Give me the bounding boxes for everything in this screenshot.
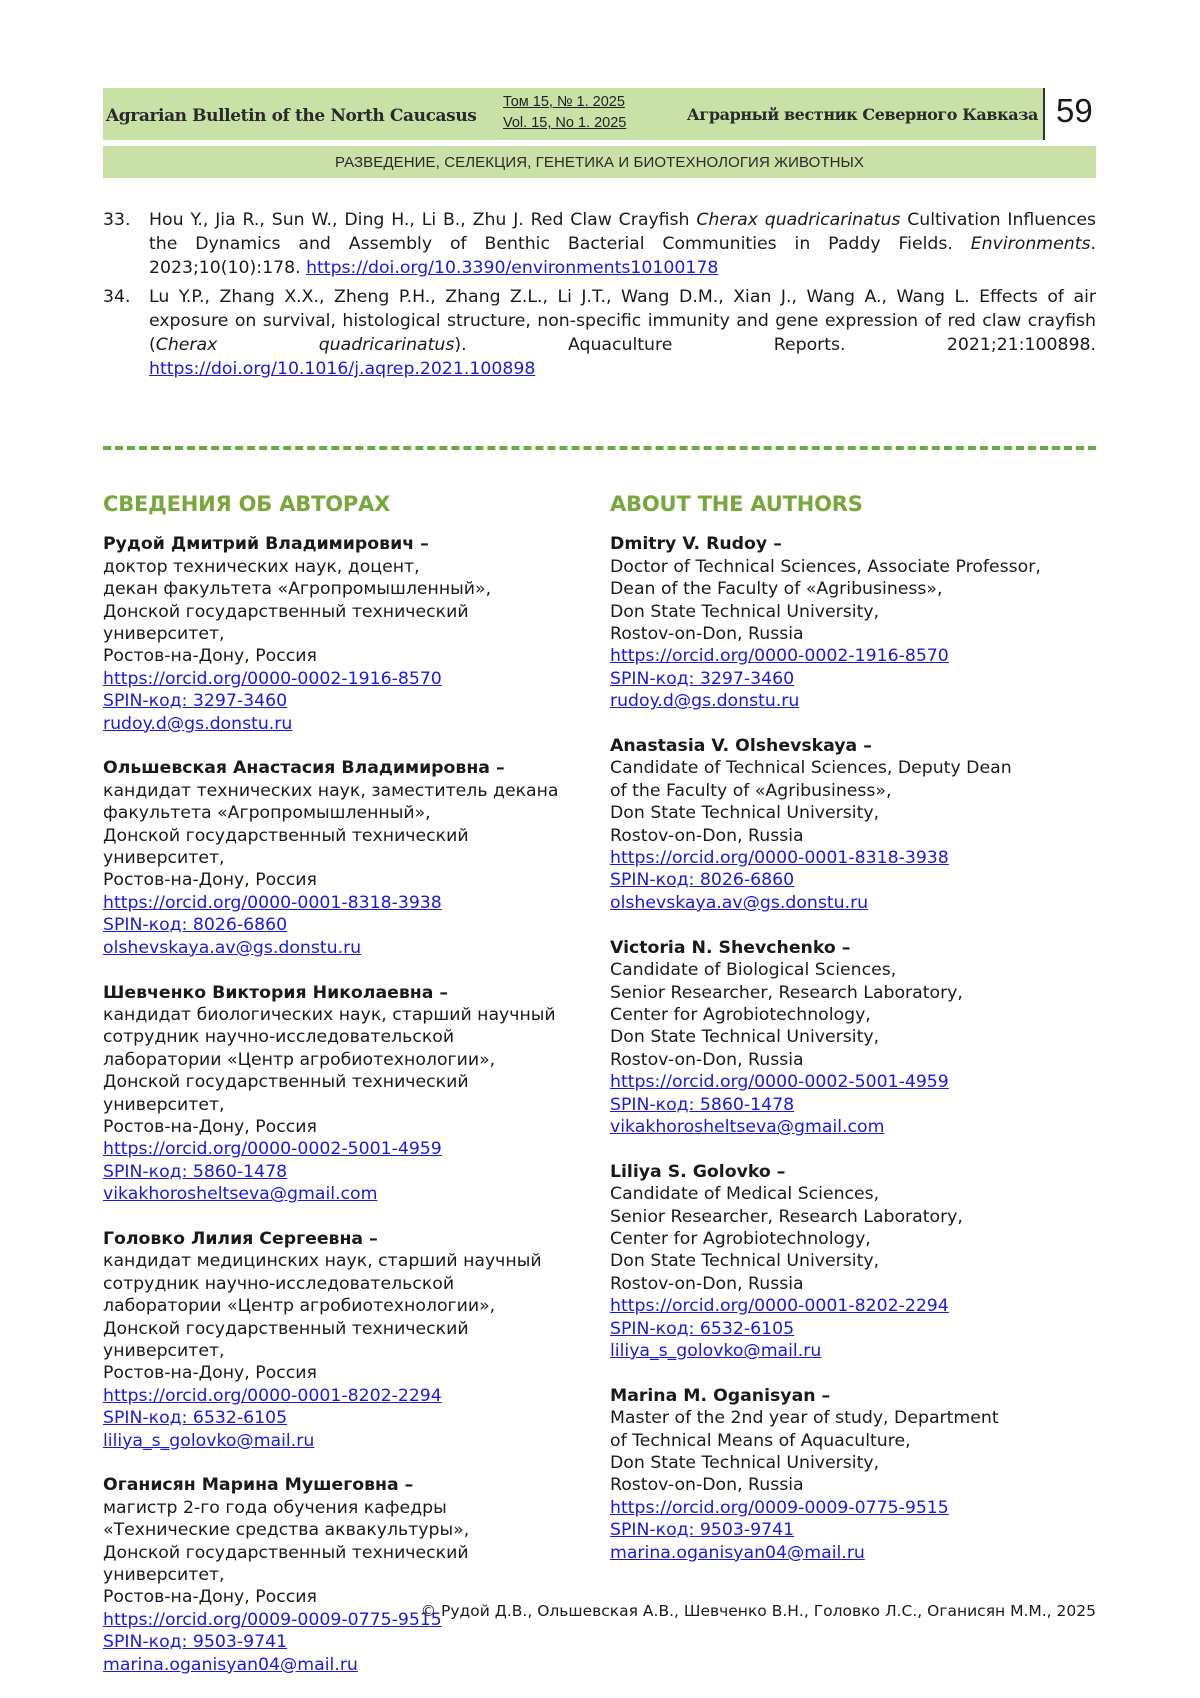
author-name: Оганисян Марина Мушеговна – — [103, 1475, 414, 1496]
author-affiliation-line: Донской государственный технический университет, — [103, 1318, 469, 1361]
author-affiliation-line: of the Faculty of «Agribusiness», — [610, 780, 892, 801]
author-affiliation-line: Ростов-на-Дону, Россия — [103, 1363, 317, 1384]
section-divider — [103, 446, 1096, 450]
species-name: Cherax quadricarinatus — [155, 335, 455, 355]
issue-en: Vol. 15, No 1. 2025 — [503, 115, 627, 131]
author-affiliation-line: Candidate of Technical Sciences, Deputy Dean — [610, 758, 1012, 779]
email-link[interactable]: vikakhorosheltseva@gmail.com — [610, 1116, 885, 1137]
journal-name: Environments — [970, 234, 1091, 254]
copyright: © Рудой Д.В., Ольшевская А.В., Шевченко В.Н., Головко Л.С., Оганисян М.М., 2025 — [420, 1602, 1096, 1620]
author-affiliation-line: Донской государственный технический университет, — [103, 1542, 469, 1586]
author-affiliation-line: Ростов-на-Дону, Россия — [103, 646, 317, 667]
spin-link[interactable]: SPIN-код: 6532-6105 — [610, 1318, 795, 1339]
issue-ru: Том 15, № 1. 2025 — [503, 94, 625, 110]
orcid-link[interactable]: https://orcid.org/0009-0009-0775-9515 — [610, 1497, 949, 1518]
author-name: Anastasia V. Olshevskaya – — [610, 736, 872, 757]
reference-text: Lu Y.P., Zhang X.X., Zheng P.H., Zhang Z.L., Li J.T., Wang D.M., Xian J., Wang A., Wang L. Effects of air exposure on survival, histological structure, non-specific immunity and gene expression of red claw crayfish ( — [149, 287, 1096, 355]
spin-link[interactable]: SPIN-код: 8026-6860 — [610, 870, 795, 891]
email-link[interactable]: marina.oganisyan04@mail.ru — [103, 1654, 358, 1675]
header-divider — [1043, 88, 1045, 140]
authors-ru-title: СВЕДЕНИЯ ОБ АВТОРАХ — [103, 492, 391, 516]
author-name: Victoria N. Shevchenko – — [610, 937, 851, 958]
author-affiliation-line: Ростов-на-Дону, Россия — [103, 1116, 317, 1137]
orcid-link[interactable]: https://orcid.org/0000-0002-5001-4959 — [610, 1072, 949, 1093]
spin-link[interactable]: SPIN-код: 5860-1478 — [103, 1161, 288, 1182]
reference-text: Hou Y., Jia R., Sun W., Ding H., Li B., Zhu J. Red Claw Crayfish — [149, 210, 697, 230]
spin-link[interactable]: SPIN-код: 3297-3460 — [610, 668, 795, 689]
email-link[interactable]: olshevskaya.av@gs.donstu.ru — [103, 937, 362, 958]
email-link[interactable]: liliya_s_golovko@mail.ru — [103, 1430, 315, 1451]
orcid-link[interactable]: https://orcid.org/0000-0002-5001-4959 — [103, 1139, 442, 1160]
author-entry — [610, 1385, 1096, 1564]
species-name: Cherax quadricarinatus — [696, 210, 901, 230]
author-affiliation-line: сотрудник научно-исследовательской — [103, 1273, 455, 1294]
author-entry — [103, 982, 593, 1206]
email-link[interactable]: marina.oganisyan04@mail.ru — [610, 1542, 865, 1563]
author-affiliation-line: Don State Technical University, — [610, 601, 880, 622]
author-name: Dmitry V. Rudoy – — [610, 534, 782, 555]
spin-link[interactable]: SPIN-код: 9503-9741 — [610, 1520, 795, 1541]
author-entry — [610, 735, 1096, 914]
issue-info — [503, 92, 626, 134]
author-entry — [103, 1228, 593, 1452]
spin-link[interactable]: SPIN-код: 9503-9741 — [103, 1632, 288, 1653]
email-link[interactable]: rudoy.d@gs.donstu.ru — [103, 713, 293, 734]
reference-number: 34. — [103, 287, 131, 307]
author-affiliation-line: Senior Researcher, Research Laboratory, — [610, 982, 963, 1003]
journal-header-bar — [103, 88, 1044, 140]
author-name: Рудой Дмитрий Владимирович – — [103, 534, 429, 555]
author-entry — [610, 937, 1096, 1139]
author-name: Шевченко Виктория Николаевна – — [103, 982, 449, 1003]
author-affiliation-line: Don State Technical University, — [610, 803, 880, 824]
orcid-link[interactable]: https://orcid.org/0000-0001-8318-3938 — [103, 892, 442, 913]
orcid-link[interactable]: https://orcid.org/0000-0002-1916-8570 — [610, 646, 949, 667]
reference-list — [103, 208, 1096, 386]
author-affiliation-line: кандидат биологических наук, старший научный — [103, 1004, 556, 1025]
author-affiliation-line: Center for Agrobiotechnology, — [610, 1004, 871, 1025]
author-affiliation-line: Rostov-on-Don, Russia — [610, 1475, 804, 1496]
author-name: Головко Лилия Сергеевна – — [103, 1228, 378, 1249]
email-link[interactable]: vikakhorosheltseva@gmail.com — [103, 1184, 378, 1205]
author-entry — [103, 757, 593, 959]
author-affiliation-line: Candidate of Medical Sciences, — [610, 1184, 880, 1205]
reference-text: . 2023;10(10):178. — [149, 234, 1096, 278]
author-name: Ольшевская Анастасия Владимировна – — [103, 758, 505, 779]
doi-link[interactable]: https://doi.org/10.3390/environments10100178 — [306, 258, 719, 278]
spin-link[interactable]: SPIN-код: 6532-6105 — [103, 1408, 288, 1429]
reference-number: 33. — [103, 210, 131, 230]
author-affiliation-line: Don State Technical University, — [610, 1453, 880, 1473]
author-affiliation-line: Rostov-on-Don, Russia — [610, 825, 804, 846]
author-affiliation-line: сотрудник научно-исследовательской — [103, 1027, 455, 1048]
spin-link[interactable]: SPIN-код: 8026-6860 — [103, 915, 288, 936]
author-affiliation-line: Senior Researcher, Research Laboratory, — [610, 1206, 963, 1227]
author-affiliation-line: Candidate of Biological Sciences, — [610, 960, 897, 981]
section-title: РАЗВЕДЕНИЕ, СЕЛЕКЦИЯ, ГЕНЕТИКА И БИОТЕХНОЛОГИЯ ЖИВОТНЫХ — [103, 146, 1096, 178]
reference-text: Cultivation Influences the Dynamics and Assembly of Benthic Bacterial Communities in Paddy Fields. — [149, 210, 1096, 254]
author-affiliation-line: Донской государственный технический университет, — [103, 825, 469, 869]
email-link[interactable]: rudoy.d@gs.donstu.ru — [610, 691, 800, 712]
email-link[interactable]: liliya_s_golovko@mail.ru — [610, 1340, 822, 1361]
author-affiliation-line: Rostov-on-Don, Russia — [610, 1049, 804, 1070]
authors-ru-column — [103, 490, 593, 1698]
journal-title-ru: Аграрный вестник Северного Кавказа — [686, 105, 1038, 124]
orcid-link[interactable]: https://orcid.org/0000-0001-8202-2294 — [103, 1385, 442, 1406]
authors-ru-list — [103, 533, 593, 1676]
authors-en-list — [610, 533, 1096, 1564]
email-link[interactable]: olshevskaya.av@gs.donstu.ru — [610, 892, 869, 913]
author-affiliation-line: Center for Agrobiotechnology, — [610, 1228, 871, 1249]
author-affiliation-line: Ростов-на-Дону, Россия — [103, 1587, 317, 1608]
orcid-link[interactable]: https://orcid.org/0000-0002-1916-8570 — [103, 668, 442, 689]
author-affiliation-line: факультета «Агропромышленный», — [103, 803, 431, 824]
author-affiliation-line: Doctor of Technical Sciences, Associate Professor, — [610, 556, 1041, 577]
author-affiliation-line: магистр 2-го года обучения кафедры — [103, 1497, 447, 1518]
author-affiliation-line: Don State Technical University, — [610, 1251, 880, 1272]
author-affiliation-line: кандидат медицинских наук, старший научный — [103, 1251, 542, 1272]
author-affiliation-line: Rostov-on-Don, Russia — [610, 1273, 804, 1294]
reference-text: ). Aquaculture Reports. 2021;21:100898. — [454, 335, 1096, 355]
author-entry — [103, 1474, 593, 1676]
author-affiliation-line: Rostov-on-Don, Russia — [610, 624, 804, 645]
author-name: Marina M. Oganisyan – — [610, 1385, 831, 1406]
author-affiliation-line: декан факультета «Агропромышленный», — [103, 579, 492, 600]
reference-34 — [103, 285, 1096, 381]
doi-link[interactable]: https://doi.org/10.1016/j.aqrep.2021.100898 — [149, 359, 536, 379]
journal-title-en: Agrarian Bulletin of the North Caucasus — [106, 106, 477, 126]
author-affiliation-line: Dean of the Faculty of «Agribusiness», — [610, 579, 943, 600]
author-entry — [610, 1161, 1096, 1363]
spin-link[interactable]: SPIN-код: 5860-1478 — [610, 1094, 795, 1115]
page-number: 59 — [1056, 92, 1093, 129]
author-name: Liliya S. Golovko – — [610, 1161, 786, 1182]
authors-en-title: ABOUT THE AUTHORS — [610, 492, 863, 516]
author-affiliation-line: of Technical Means of Aquaculture, — [610, 1430, 911, 1451]
orcid-link[interactable]: https://orcid.org/0000-0001-8202-2294 — [610, 1296, 949, 1317]
author-affiliation-line: кандидат технических наук, заместитель декана — [103, 780, 559, 801]
author-entry — [610, 533, 1096, 712]
author-affiliation-line: Master of the 2nd year of study, Department — [610, 1408, 999, 1429]
spin-link[interactable]: SPIN-код: 3297-3460 — [103, 691, 288, 712]
author-affiliation-line: «Технические средства аквакультуры», — [103, 1520, 470, 1541]
authors-en-column — [610, 490, 1096, 1586]
orcid-link[interactable]: https://orcid.org/0000-0001-8318-3938 — [610, 848, 949, 869]
author-affiliation-line: Донской государственный технический университет, — [103, 1072, 469, 1115]
author-affiliation-line: доктор технических наук, доцент, — [103, 556, 420, 577]
author-entry — [103, 533, 593, 735]
author-affiliation-line: Don State Technical University, — [610, 1027, 880, 1048]
reference-33 — [103, 208, 1096, 280]
author-affiliation-line: лаборатории «Центр агробиотехнологии», — [103, 1296, 496, 1317]
author-affiliation-line: Донской государственный технический университет, — [103, 601, 469, 645]
orcid-link[interactable]: https://orcid.org/0009-0009-0775-9515 — [103, 1609, 442, 1630]
author-affiliation-line: лаборатории «Центр агробиотехнологии», — [103, 1049, 496, 1070]
author-affiliation-line: Ростов-на-Дону, Россия — [103, 870, 317, 891]
